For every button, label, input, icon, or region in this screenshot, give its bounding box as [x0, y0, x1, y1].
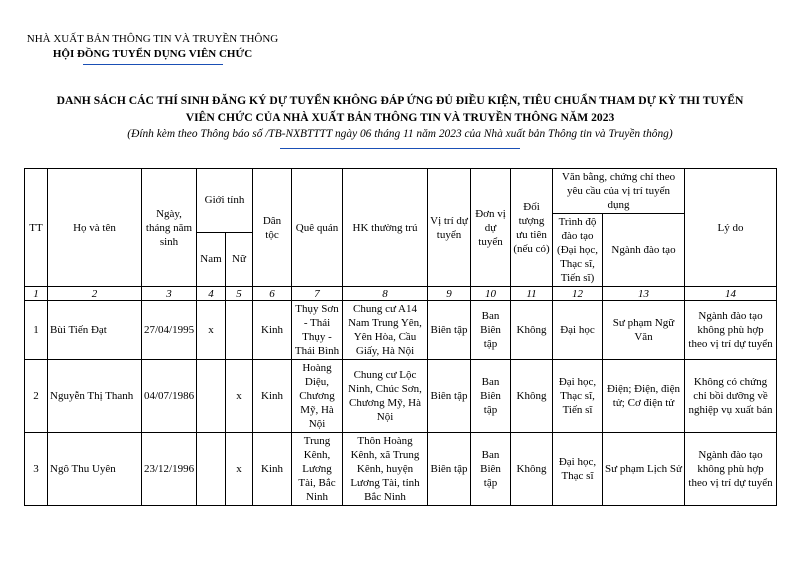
- council-name: HỘI ĐỒNG TUYỂN DỤNG VIÊN CHỨC: [52, 48, 253, 60]
- cell-dob: 27/04/1995: [142, 301, 197, 360]
- cell-dob: 23/12/1996: [142, 433, 197, 506]
- column-number: 12: [553, 287, 603, 301]
- cell-female: x: [226, 433, 253, 506]
- cell-major: Sư phạm Lịch Sử: [603, 433, 685, 506]
- cell-priority: Không: [511, 301, 553, 360]
- column-number: 14: [685, 287, 777, 301]
- table-row: [25, 433, 777, 506]
- document-title-line1: DANH SÁCH CÁC THÍ SINH ĐĂNG KÝ DỰ TUYỂN KHÔNG ĐÁP ỨNG ĐỦ ĐIỀU KIỆN, TIÊU CHUẨN THAM DỰ KỲ THI TUYỂN: [56, 94, 744, 107]
- heading-underline: [280, 148, 520, 149]
- cell-male: [197, 433, 226, 506]
- cell-male: x: [197, 301, 226, 360]
- header-unit: Đơn vị dự tuyển: [471, 169, 511, 287]
- header-residence: HK thường trú: [343, 169, 428, 287]
- cell-position: Biên tập: [428, 301, 471, 360]
- cell-female: [226, 301, 253, 360]
- candidate-table: [24, 168, 777, 506]
- column-number: 6: [253, 287, 292, 301]
- header-tt: TT: [25, 169, 48, 287]
- cell-level: Đại học, Thạc sĩ, Tiến sĩ: [553, 360, 603, 433]
- cell-reason: Ngành đào tạo không phù hợp theo vị trí dự tuyển: [685, 301, 777, 360]
- column-number: 2: [48, 287, 142, 301]
- cell-dob: 04/07/1986: [142, 360, 197, 433]
- document-title-line2: VIÊN CHỨC CỦA NHÀ XUẤT BẢN THÔNG TIN VÀ TRUYỀN THÔNG NĂM 2023: [185, 111, 615, 124]
- header-qualifications: Văn bằng, chứng chỉ theo yêu cầu của vị trí tuyển dụng: [553, 169, 685, 214]
- cell-position: Biên tập: [428, 433, 471, 506]
- cell-position: Biên tập: [428, 360, 471, 433]
- header-priority: Đối tượng ưu tiên (nếu có): [511, 169, 553, 287]
- header-name: Họ và tên: [48, 169, 142, 287]
- cell-reason: Ngành đào tạo không phù hợp theo vị trí dự tuyển: [685, 433, 777, 506]
- cell-tt: 2: [25, 360, 48, 433]
- header-hometown: Quê quán: [292, 169, 343, 287]
- cell-priority: Không: [511, 433, 553, 506]
- cell-unit: Ban Biên tập: [471, 301, 511, 360]
- cell-major: Điện; Điện, điện tử; Cơ điện tử: [603, 360, 685, 433]
- document-subtitle: (Đính kèm theo Thông báo số /TB-NXBTTTT ngày 06 tháng 11 năm 2023 của Nhà xuất bản Thông tin và Truyền thông): [127, 128, 673, 140]
- publisher-name: NHÀ XUẤT BẢN THÔNG TIN VÀ TRUYỀN THÔNG: [26, 33, 279, 45]
- cell-name: Ngô Thu Uyên: [48, 433, 142, 506]
- cell-ethnicity: Kinh: [253, 433, 292, 506]
- cell-unit: Ban Biên tập: [471, 360, 511, 433]
- cell-tt: 3: [25, 433, 48, 506]
- cell-level: Đại học: [553, 301, 603, 360]
- header-male: Nam: [197, 232, 226, 286]
- cell-name: Nguyễn Thị Thanh: [48, 360, 142, 433]
- cell-female: x: [226, 360, 253, 433]
- cell-hometown: Trung Kênh, Lương Tài, Bắc Ninh: [292, 433, 343, 506]
- column-number: 13: [603, 287, 685, 301]
- cell-male: [197, 360, 226, 433]
- header-major: Ngành đào tạo: [603, 214, 685, 287]
- column-number-row: [25, 287, 777, 301]
- column-number: 11: [511, 287, 553, 301]
- cell-reason: Không có chứng chỉ bồi dưỡng về nghiệp vụ xuất bản: [685, 360, 777, 433]
- header-level: Trình độ đào tạo (Đại học, Thạc sĩ, Tiến sĩ): [553, 214, 603, 287]
- column-number: 3: [142, 287, 197, 301]
- cell-ethnicity: Kinh: [253, 301, 292, 360]
- cell-unit: Ban Biên tập: [471, 433, 511, 506]
- document-heading: [0, 92, 800, 149]
- cell-major: Sư phạm Ngữ Văn: [603, 301, 685, 360]
- cell-priority: Không: [511, 360, 553, 433]
- table-row: [25, 301, 777, 360]
- header-position: Vị trí dự tuyển: [428, 169, 471, 287]
- cell-hometown: Thụy Sơn - Thái Thụy -Thái Bình: [292, 301, 343, 360]
- table-row: [25, 360, 777, 433]
- organization-header: [0, 32, 305, 65]
- cell-residence: Thôn Hoàng Kênh, xã Trung Kênh, huyện Lương Tài, tỉnh Bắc Ninh: [343, 433, 428, 506]
- cell-ethnicity: Kinh: [253, 360, 292, 433]
- header-dob: Ngày, tháng năm sinh: [142, 169, 197, 287]
- header-reason: Lý do: [685, 169, 777, 287]
- header-ethnicity: Dân tộc: [253, 169, 292, 287]
- cell-hometown: Hoàng Diệu, Chương Mỹ, Hà Nội: [292, 360, 343, 433]
- header-gender: Giới tính: [197, 169, 253, 233]
- cell-level: Đại học, Thạc sĩ: [553, 433, 603, 506]
- cell-residence: Chung cư A14 Nam Trung Yên, Yên Hòa, Cầu Giấy, Hà Nội: [343, 301, 428, 360]
- column-number: 9: [428, 287, 471, 301]
- column-number: 8: [343, 287, 428, 301]
- header-female: Nữ: [226, 232, 253, 286]
- column-number: 7: [292, 287, 343, 301]
- column-number: 4: [197, 287, 226, 301]
- org-underline: [83, 64, 223, 65]
- cell-residence: Chung cư Lộc Ninh, Chúc Sơn, Chương Mỹ, Hà Nội: [343, 360, 428, 433]
- column-number: 1: [25, 287, 48, 301]
- cell-tt: 1: [25, 301, 48, 360]
- column-number: 5: [226, 287, 253, 301]
- cell-name: Bùi Tiến Đạt: [48, 301, 142, 360]
- column-number: 10: [471, 287, 511, 301]
